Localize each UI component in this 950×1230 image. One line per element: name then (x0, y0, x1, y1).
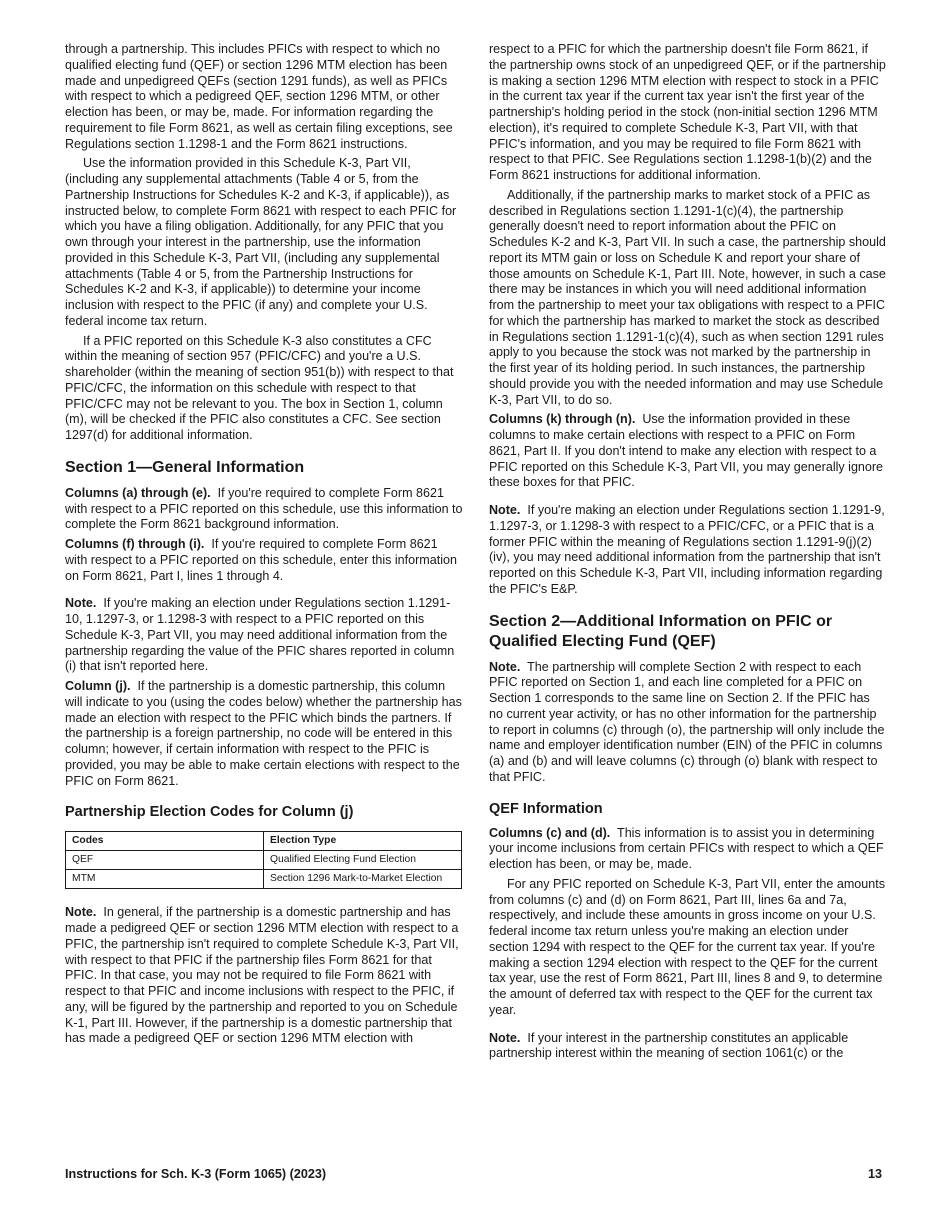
paragraph-text: If you're required to complete Form 8621 with respect to a PFIC reported on this schedule, enter this information on Form 8621, Part I, lines 1 through 4. (65, 537, 457, 583)
paragraph: Additionally, if the partnership marks to market stock of a PFIC as described in Regulations section 1.1291-1(c)(4), the partnership generally doesn't need to report information about the PFIC on Schedules K-2 and K-3, Part VII. In such a case, the partnership should report its MTM gain or loss on Schedule K and report your share of those amounts on Schedule K-1, Part III. Note, however, in such a case there may be instances in which you will need additional information from the partnership to meet your tax obligations with respect to a PFIC for which the partnership has marked to market the stock as described in Regulations section 1.1291-1(c)(4), such as when section 1291 rules apply to you because the stock was not marked by the partnership in the first year of its holding period. In such instances, the partnership should provide you with the needed information and may use Schedule K-3, Part VII, to do so. (489, 187, 886, 407)
table-header-row (66, 832, 462, 851)
note-label: Note. (489, 503, 521, 517)
right-column (489, 42, 887, 1066)
table-cell: Qualified Electing Fund Election (264, 851, 462, 870)
election-codes-heading: Partnership Election Codes for Column (j) (65, 804, 354, 821)
note-label: Note. (65, 596, 97, 611)
column-j-paragraph (65, 679, 463, 789)
table-row (66, 851, 462, 870)
paragraph-text: If you're required to complete Form 8621 with respect to a PFIC reported on this schedule, use this information to complete the Form 8621 background information. (65, 485, 463, 532)
paragraph-text: In general, if the partnership is a domestic partnership and has made a pedigreed QEF or section 1296 MTM election with respect to a PFIC, the partnership isn't required to complete Schedule K-3, Part VII, with respect to that PFIC if the partnership files Form 8621 for that PFIC. In that case, you may not be required to file Form 8621 with respect to that PFIC and income inclusions with respect to the PFIC, if any, will be figured by the partnership and reported to you on Schedule K-1, Part III. However, if the partnership is a domestic partnership that has made a pedigreed QEF or section 1296 MTM election with (65, 905, 459, 1046)
run-in-heading: Columns (a) through (e). (65, 485, 211, 500)
note-paragraph (65, 905, 463, 1047)
note-paragraph (489, 1031, 887, 1063)
note-label: Note. (65, 905, 97, 920)
paragraph: For any PFIC reported on Schedule K-3, Part VII, enter the amounts from columns (c) and (d) on Form 8621, Part III, lines 6a and 7a, respectively, and include these amounts in gross income on your U.S. federal income tax return unless you're making an election under section 1294 with respect to the QEF for the current tax year. If you're making a section 1294 election with respect to the QEF for the current tax year, use the rest of Form 8621, Part III, lines 8 and 9, to determine the amount of deferred tax with respect to the QEF for the current tax year. (489, 876, 885, 1017)
columns-a-e-paragraph (65, 486, 463, 533)
paragraph-text: If you're making an election under Regulations section 1.1291-10, 1.1297-3, or 1.1298-3 with respect to a PFIC reported on this Schedule K-3, Part VII, you may need additional information from the partnership regarding the value of the PFIC shares reported in column (i) that isn't reported here. (65, 596, 455, 674)
page-number: 13 (868, 1167, 883, 1181)
section-2-heading: Section 2—Additional Information on PFIC or Qualified Electing Fund (QEF) (489, 612, 833, 650)
qef-information-heading: QEF Information (489, 800, 603, 817)
paragraph: If a PFIC reported on this Schedule K-3 also constitutes a CFC within the meaning of section 957 (PFIC/CFC) and you're a U.S. shareholder (within the meaning of section 951(b)) with respect to that PFIC/CFC, the information on this schedule with respect to that PFIC/CFC may not be relevant to you. The box in Section 1, column (m), will be checked if the PFIC also constitutes a CFC. See section 1297(d) for additional information. (65, 333, 454, 442)
section-1-heading: Section 1—General Information (65, 458, 305, 476)
paragraph: through a partnership. This includes PFICs with respect to which no qualified electing fund (QEF) or section 1296 MTM election has been made and unpedigreed QEFs (section 1291 funds), as well as PFICs with respect to which a pedigreed QEF, section 1296 MTM, or other election has been, or may be, made. For information regarding the requirement to file Form 8621, as well as certain filing exceptions, see Regulations section 1.1298-1 and the Form 8621 instructions. (65, 42, 453, 151)
run-in-heading: Column (j). (65, 679, 131, 693)
note-paragraph (489, 503, 887, 598)
table-header-codes: Codes (66, 832, 264, 851)
columns-c-d-paragraph (489, 826, 887, 873)
columns-f-i-paragraph (65, 537, 463, 584)
election-codes-table (65, 831, 462, 889)
run-in-heading: Columns (f) through (i). (65, 537, 205, 551)
paragraph-text: This information is to assist you in determining your income inclusions from certain PFICs with respect to which a QEF election has been, or may be, made. (489, 825, 884, 871)
table-cell: Section 1296 Mark-to-Market Election (264, 870, 462, 889)
footer-title: Instructions for Sch. K-3 (Form 1065) (2023) (65, 1167, 327, 1181)
paragraph-text: The partnership will complete Section 2 with respect to each PFIC reported on Section 1, and each line completed for a PFIC on Section 1 corresponds to the same line on Section 2. If the PFIC has no current year activity, or has no other information for the partnership to report in columns (c) through (o), the partnership will only include the name and employer identification number (EIN) of the PFIC in columns (a) and (b) and will leave columns (c) through (o) blank with respect to that PFIC. (489, 659, 885, 784)
note-label: Note. (489, 1030, 521, 1045)
table-header-election-type: Election Type (264, 832, 462, 851)
paragraph: respect to a PFIC for which the partnership doesn't file Form 8621, if the partnership owns stock of an unpedigreed QEF, or if the partnership is making a section 1296 MTM election with respect to stock in a PFIC in the current tax year if the current tax year isn't the first year of the partnership's holding period in the stock (non-initial section 1296 MTM election), it's required to complete Schedule K-3, Part VII, with that PFIC's information, and you may be required to file Form 8621 with respect to that PFIC. See Regulations section 1.1298-1(b)(2) and the Form 8621 instructions for additional information. (489, 42, 886, 182)
note-paragraph (489, 660, 887, 786)
table-cell: QEF (66, 851, 264, 870)
paragraph-text: If your interest in the partnership constitutes an applicable partnership interest within the meaning of section 1061(c) or the (489, 1030, 849, 1061)
paragraph: Use the information provided in this Schedule K-3, Part VII, (including any supplemental attachments (Table 4 or 5, from the Partnership Instructions for Schedules K-2 and K-3, if applicable)), as instructed below, to complete Form 8621 with respect to each PFIC for which you have a filing obligation. Additionally, for any PFIC that you own through your interest in the partnership, use the information provided in this Schedule K-3, Part VII, (including any supplemental attachments (Table 4 or 5, from the Partnership Instructions for Schedules K-2 and K-3, if applicable)) to determine your income inclusion with respect to the PFIC (if any) and complete your U.S. federal income tax return. (65, 156, 457, 328)
table-row (66, 870, 462, 889)
note-label: Note. (489, 659, 521, 674)
columns-k-n-paragraph (489, 412, 887, 491)
paragraph-text: If you're making an election under Regulations section 1.1291-9, 1.1297-3, or 1.1298-3 with respect to a PFIC/CFC, or a PFIC that is a former PFIC within the meaning of Regulations section 1.1291-9(j)(2)(iv), you may need additional information from the partnership that isn't reported on this Schedule K-3, Part VII, including information regarding the PFIC's E&P. (489, 503, 885, 596)
run-in-heading: Columns (k) through (n). (489, 412, 636, 427)
table-cell: MTM (66, 870, 264, 889)
left-column (65, 42, 463, 1051)
run-in-heading: Columns (c) and (d). (489, 825, 611, 840)
note-paragraph (65, 596, 463, 675)
paragraph-text: Use the information provided in these columns to make certain elections with respect to a PFIC on Form 8621, Part II. If you don't intend to make any election with respect to a PFIC reported on this Schedule K-3, Part VII, you may generally ignore these boxes for that PFIC. (489, 412, 884, 490)
paragraph-text: If the partnership is a domestic partnership, this column will indicate to you (using the codes below) whether the partnership has made an election with respect to the PFIC which binds the partners. If the partnership is a foreign partnership, no code will be entered in this column; however, if certain information with respect to the PFIC is provided, you may be able to make certain elections with respect to the PFIC on Form 8621. (65, 679, 462, 788)
